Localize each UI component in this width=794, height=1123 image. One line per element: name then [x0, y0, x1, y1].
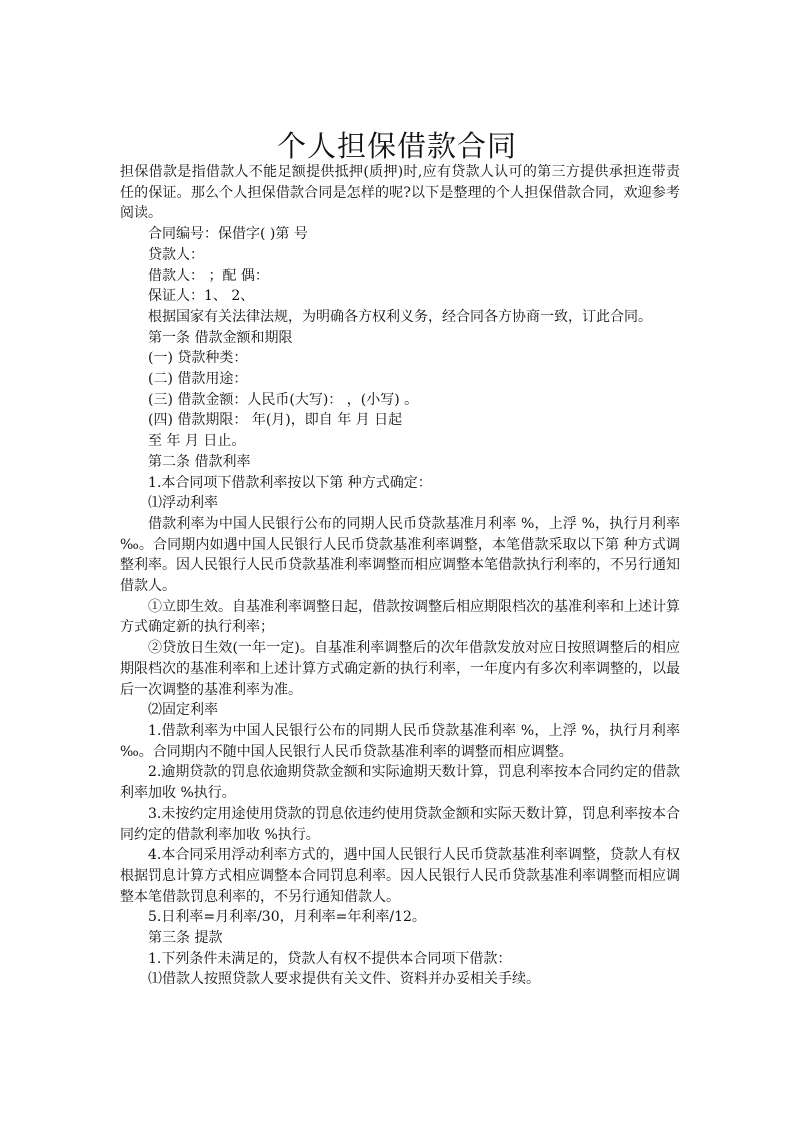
clause-line: (四) 借款期限： 年(月)，即自 年 月 日起 — [148, 412, 403, 429]
subclause-heading: ⑴浮动利率 — [148, 495, 218, 512]
clause-line: 至 年 月 日止。 — [148, 433, 246, 450]
article-heading: 第三条 提款 — [148, 930, 223, 947]
subclause-heading: ⑵固定利率 — [148, 702, 218, 719]
clause-paragraph: 3.未按约定用途使用贷款的罚息依违约使用贷款金额和实际天数计算，罚息利率按本合同约定的借款利率加收 %执行。 — [120, 805, 680, 843]
contract-number: 合同编号：保借字( )第 号 — [148, 226, 308, 243]
borrower-line: 借款人： ；配 偶： — [148, 267, 269, 284]
clause-line: ⑴借款人按照贷款人要求提供有关文件、资料并办妥相关手续。 — [148, 971, 540, 988]
article-heading: 第一条 借款金额和期限 — [148, 329, 293, 346]
intro-paragraph: 担保借款是指借款人不能足额提供抵押(质押)时,应有贷款人认可的第三方提供承担连带责任的保证。那么个人担保借款合同是怎样的呢?以下是整理的个人担保借款合同，欢迎参考阅读。 — [120, 164, 680, 222]
clause-line: 5.日利率=月利率/30，月利率=年利率/12。 — [148, 909, 426, 926]
clause-line: 1.本合同项下借款利率按以下第 种方式确定： — [148, 474, 432, 491]
article-heading: 第二条 借款利率 — [148, 453, 251, 470]
clause-paragraph: ②贷放日生效(一年一定)。自基准利率调整后的次年借款发放对应日按照调整后的相应期限档次的基准利率和上述计算方式确定新的执行利率，一年度内有多次利率调整的，以最后一次调整的基准利率为准。 — [120, 640, 680, 698]
document-title: 个人担保借款合同 — [276, 129, 517, 163]
clause-line: (一) 贷款种类： — [148, 350, 248, 367]
guarantor-line: 保证人：1、 2、 — [148, 288, 255, 305]
clause-paragraph: 借款利率为中国人民银行公布的同期人民币贷款基准月利率 %，上浮 %，执行月利率 ‰。合同期内如遇中国人民银行人民币贷款基准利率调整，本笔借款采取以下第 种方式调整利率。因人民银行人民币贷款基准利率调整而相应调整本笔借款执行利率的，不另行通知借款人。 — [120, 515, 680, 595]
clause-line: (二) 借款用途： — [148, 371, 248, 388]
lender-line: 贷款人： — [148, 246, 204, 263]
clause-paragraph: 1.借款利率为中国人民银行公布的同期人民币贷款基准利率 %，上浮 %，执行月利率 ‰。合同期内不随中国人民银行人民币贷款基准利率的调整而相应调整。 — [120, 722, 680, 760]
clause-paragraph: 4.本合同采用浮动利率方式的，遇中国人民银行人民币贷款基准利率调整，贷款人有权根据罚息计算方式相应调整本合同罚息利率。因人民银行人民币贷款基准利率调整而相应调整本笔借款罚息利率的，不另行通知借款人。 — [120, 847, 680, 905]
clause-paragraph: ①立即生效。自基准利率调整日起，借款按调整后相应期限档次的基准利率和上述计算方式确定新的执行利率； — [120, 598, 680, 636]
clause-line: 1.下列条件未满足的，贷款人有权不提供本合同项下借款： — [148, 950, 512, 967]
document-body — [120, 162, 680, 990]
preamble-paragraph: 根据国家有关法律法规，为明确各方权利义务，经合同各方协商一致，订此合同。 — [148, 308, 652, 325]
clause-paragraph: 2.逾期贷款的罚息依逾期贷款金额和实际逾期天数计算，罚息利率按本合同约定的借款利率加收 %执行。 — [120, 764, 680, 802]
clause-line: (三) 借款金额：人民币(大写)： ，(小写) 。 — [148, 391, 419, 408]
